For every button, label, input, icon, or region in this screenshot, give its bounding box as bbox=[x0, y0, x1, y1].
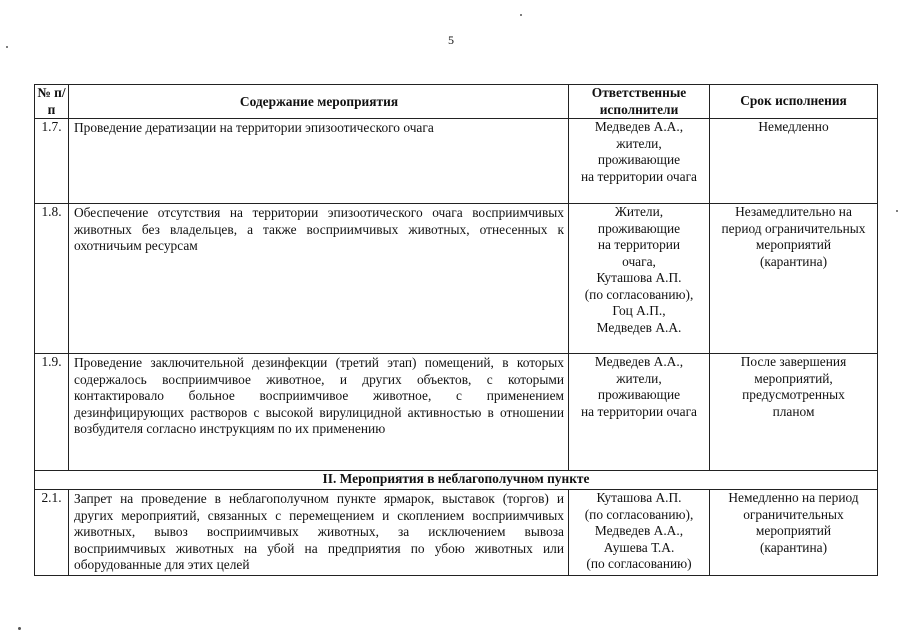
section-row bbox=[35, 471, 878, 490]
header-content: Содержание мероприятия bbox=[69, 85, 569, 119]
row-term bbox=[710, 204, 878, 354]
responsible-line: Куташова А.П. bbox=[596, 490, 682, 505]
responsible-line: Гоц А.П., bbox=[612, 303, 666, 318]
responsible-line: Аушева Т.А. bbox=[603, 539, 675, 555]
row-content: Обеспечение отсутствия на территории эпизоотического очага восприимчивых животных без владельцев, а также восприимчивых животных, отнесенных к охотничьим ресурсам bbox=[69, 204, 569, 354]
term-line: мероприятий, bbox=[754, 370, 833, 386]
responsible-line: Жители, bbox=[614, 204, 664, 219]
term-line: мероприятий bbox=[755, 523, 832, 538]
table-row bbox=[35, 354, 878, 471]
header-num: № п/п bbox=[35, 85, 69, 119]
scan-speck bbox=[896, 210, 898, 212]
responsible-line: проживающие bbox=[597, 152, 681, 167]
table-row bbox=[35, 204, 878, 354]
table-row bbox=[35, 490, 878, 576]
row-num: 2.1. bbox=[35, 490, 69, 576]
responsible-line: (по согласованию), bbox=[584, 506, 694, 522]
term-line: ограничительных bbox=[743, 506, 844, 522]
scan-speck bbox=[18, 627, 21, 630]
section-title: II. Мероприятия в неблагополучном пункте bbox=[35, 471, 878, 490]
responsible-line: жители, bbox=[616, 135, 662, 151]
row-content: Запрет на проведение в неблагополучном пункте ярмарок, выставок (торгов) и других мероприятий, связанных с перемещением и скоплением восприимчивых животных, вывоз восприимчивых животных, за исключением вывоза восприимчивых животных на убой на предприятия по убою животных или оборудованные для этих целей bbox=[69, 490, 569, 576]
responsible-line: Медведев А.А. bbox=[596, 319, 682, 335]
responsible-line: на территории очага bbox=[580, 168, 698, 184]
measures-table bbox=[34, 84, 878, 576]
row-term bbox=[710, 490, 878, 576]
responsible-line: Медведев А.А., bbox=[594, 354, 684, 369]
responsible-line: на территории очага bbox=[580, 403, 698, 419]
term-line: период ограничительных bbox=[721, 220, 866, 236]
term-line: Незамедлительно на bbox=[735, 204, 852, 219]
responsible-line: (по согласованию) bbox=[586, 556, 692, 571]
row-num: 1.7. bbox=[35, 119, 69, 204]
row-content: Проведение заключительной дезинфекции (третий этап) помещений, в которых содержалось восприимчивое животное, и других объектов, с которыми контактировало больное восприимчивое животное, с применением дезинфицирующих растворов с высокой вирулицидной активностью в отношении возбудителя согласно инструкциям по их применению bbox=[69, 354, 569, 471]
scan-speck bbox=[6, 46, 8, 48]
table-row bbox=[35, 119, 878, 204]
scan-speck bbox=[520, 14, 522, 16]
responsible-line: (по согласованию), bbox=[584, 286, 694, 302]
row-content: Проведение дератизации на территории эпизоотического очага bbox=[69, 119, 569, 204]
row-num: 1.9. bbox=[35, 354, 69, 471]
term-line: планом bbox=[772, 403, 815, 419]
responsible-line: жители, bbox=[616, 370, 662, 386]
row-responsible bbox=[569, 119, 710, 204]
row-responsible bbox=[569, 490, 710, 576]
responsible-line: очага, bbox=[622, 253, 656, 269]
row-responsible bbox=[569, 204, 710, 354]
row-term bbox=[710, 119, 878, 204]
responsible-line: проживающие bbox=[597, 220, 681, 236]
responsible-line: Медведев А.А., bbox=[594, 119, 684, 134]
term-line: (карантина) bbox=[759, 539, 828, 555]
term-line: мероприятий bbox=[755, 237, 832, 252]
row-responsible bbox=[569, 354, 710, 471]
term-line: Немедленно на период bbox=[728, 490, 859, 505]
term-line: (карантина) bbox=[759, 253, 828, 269]
term-line: Немедленно bbox=[758, 119, 829, 134]
responsible-line: Куташова А.П. bbox=[596, 270, 682, 285]
row-num: 1.8. bbox=[35, 204, 69, 354]
page-number: 5 bbox=[448, 33, 454, 47]
table-header-row bbox=[35, 85, 878, 119]
header-term: Срок исполнения bbox=[710, 85, 878, 119]
term-line: После завершения bbox=[740, 354, 847, 369]
row-term bbox=[710, 354, 878, 471]
responsible-line: проживающие bbox=[597, 387, 681, 402]
responsible-line: на территории bbox=[597, 237, 681, 252]
term-line: предусмотренных bbox=[742, 387, 845, 402]
header-responsible: Ответственные исполнители bbox=[569, 85, 710, 119]
responsible-line: Медведев А.А., bbox=[594, 523, 684, 538]
